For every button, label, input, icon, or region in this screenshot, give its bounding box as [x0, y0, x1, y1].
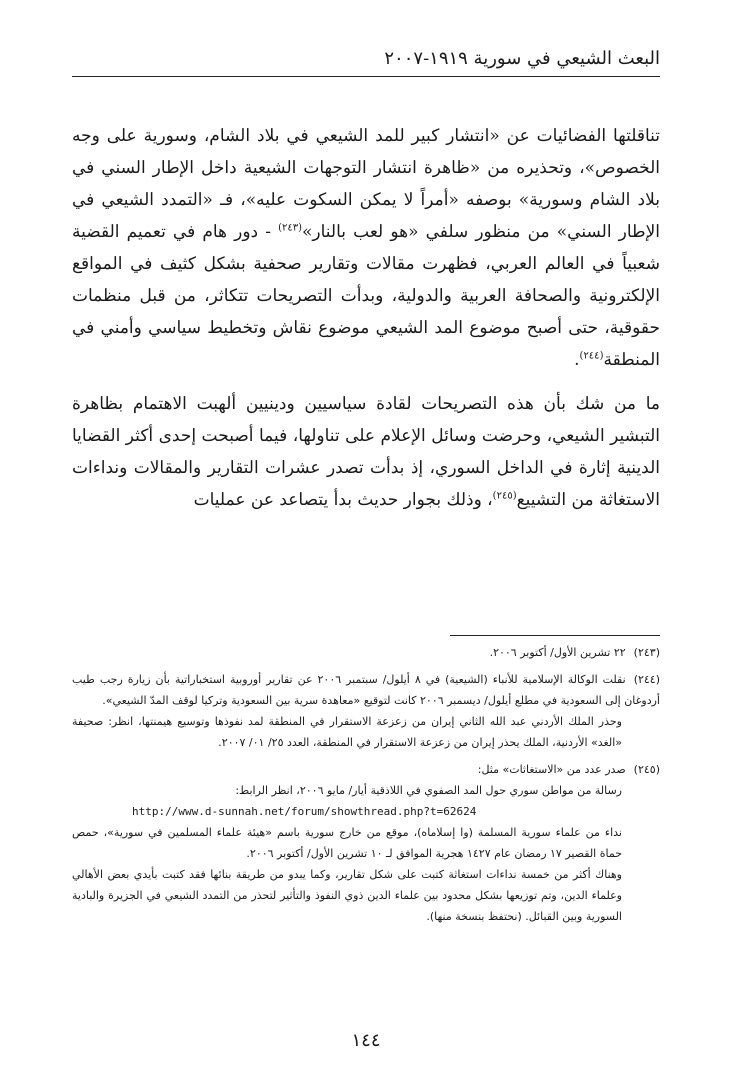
footnote-text: ٢٢ تشرين الأول/ أكتوبر ٢٠٠٦. [489, 646, 626, 659]
footnote-ref-243[interactable]: (٢٤٣) [278, 222, 303, 234]
footnote-text: رسالة من مواطن سوري حول المد الصفوي في اللاذقية أيار/ مايو ٢٠٠٦، انظر الرابط: [235, 784, 622, 797]
footnote-text: صدر عدد من «الاستغاثات» مثل: [477, 763, 626, 776]
footnote-244 [72, 669, 660, 753]
main-text [72, 120, 660, 528]
footnote-text: وحذر الملك الأردني عبد الله الثاني إيران من زعزعة الاستقرار في المنطقة لمد نفوذها وتوسيع هيمنتها، انظر: صحيفة «الغد» الأردنية، الملك يحذر إيران من زعزعة الاستقرار في المنطقة، العدد ٢٥/ ٠١/ ٢٠٠٧. [72, 715, 622, 749]
paragraph-2 [72, 388, 660, 516]
footnote-text: وهناك أكثر من خمسة نداءات استغاثة كتبت على شكل تقارير، وكما يبدو من طريقة بنائها فقد كتبت بأيدي بعض الأهالي وعلماء الدين، وتم توزيعها بشكل محدود بين علماء الدين ذوي النفوذ والتأثير لتحذر من التمدد الشيعي في الجزيرة والبادية السورية وبين القبائل. (نحتفظ بنسخة منها). [72, 868, 622, 923]
footnote-number: (٢٤٣) [633, 646, 660, 659]
footnote-243 [72, 642, 660, 663]
paragraph-1-continuation: - دور هام في تعميم القضية شعبياً في العالم العربي، فظهرت مقالات وتقارير صحفية بشكل كثيف في المواقع الإلكترونية والصحافة العربية والدولية، وبدأت التصريحات تتكاثر، من قبل منظمات حقوقية، حتى أصبح موضوع المد الشيعي موضوع نقاش وتخطيط سياسي وأمني في المنطقة [72, 222, 660, 370]
footnote-text: نقلت الوكالة الإسلامية للأنباء (الشيعية) في ٨ أيلول/ سبتمبر ٢٠٠٦ عن تقارير أوروبية استخباراتية بأن زيارة رجب طيب أردوغان إلى السعودية في مطلع أيلول/ ديسمبر ٢٠٠٦ كانت لتوقيع «معاهدة سرية بين السعودية وتركيا لوقف المدّ الشيعي». [72, 673, 660, 707]
paragraph-1-end: . [574, 350, 580, 370]
page-number: ١٤٤ [351, 1030, 381, 1051]
paragraph-1-text: تناقلتها الفضائيات عن «انتشار كبير للمد الشيعي في بلاد الشام، وسورية على وجه الخصوص»، وتحذيره من «ظاهرة انتشار التوجهات الشيعية داخل الإطار السني في بلاد الشام وسورية» بوصفه «أمراً لا يمكن السكوت عليه»، فـ «التمدد الشيعي في الإطار السني» من منظور سلفي «هو لعب بالنار» [72, 126, 660, 242]
footnote-ref-245[interactable]: (٢٤٥) [492, 490, 517, 502]
footnote-number: (٢٤٤) [633, 673, 661, 686]
header-rule [72, 76, 660, 77]
paragraph-1 [72, 120, 660, 376]
running-title: البعث الشيعي في سورية ١٩١٩-٢٠٠٧ [384, 48, 660, 69]
footnote-number: (٢٤٥) [633, 763, 660, 776]
footnote-245 [72, 759, 660, 927]
paragraph-2-text: ما من شك بأن هذه التصريحات لقادة سياسيين ودينيين ألهبت الاهتمام بظاهرة التبشير الشيعي، وحرضت وسائل الإعلام على تناولها، فيما أصبحت إحدى أكثر القضايا الدينية إثارة في الداخل السوري، إذ بدأت تصدر عشرات التقارير والمقالات ونداءات الاستغاثة من التشييع [72, 394, 660, 510]
footnote-link[interactable]: http://www.d-sunnah.net/forum/showthread.php?t=62624 [132, 805, 477, 818]
footnote-ref-244[interactable]: (٢٤٤) [579, 350, 604, 362]
footnotes [72, 642, 660, 933]
footnote-rule [450, 635, 660, 636]
paragraph-2-continuation: ، وذلك بجوار حديث بدأ يتصاعد عن عمليات [193, 490, 493, 510]
footnote-text: نداء من علماء سورية المسلمة (وا إسلاماه)، موقع من خارج سورية باسم «هيئة علماء المسلمين في سورية»، حمص حماة القصير ١٧ رمضان عام ١٤٢٧ هجرية الموافق لـ ١٠ تشرين الأول/ أكتوبر ٢٠٠٦. [72, 826, 622, 860]
